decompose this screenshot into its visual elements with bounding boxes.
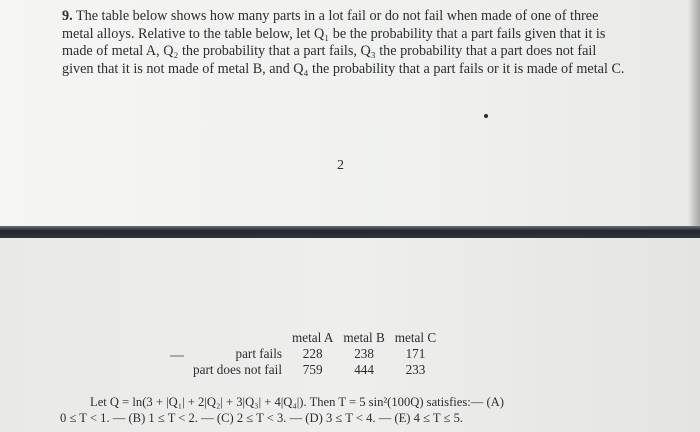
table-cell: 759 [302,362,323,377]
table-cell: 444 [354,362,374,377]
page-number: 2 [337,158,344,173]
problem-statement [62,8,628,78]
question-line: 0 ≤ T < 1. — (B) 1 ≤ T < 2. — (C) 2 ≤ T < 3. — (D) 3 ≤ T < 4. — (E) 4 ≤ T ≤ 5. [60,411,464,425]
row-label: part does not fail [193,362,282,377]
problem-number: 9. [62,8,73,24]
ink-dot [484,114,488,118]
page-gap [0,226,700,238]
table-row [188,362,441,378]
table-cell: 238 [354,346,374,361]
page-shadow [688,0,700,226]
problem-text: The table below shows how many parts in a lot fail or do not fail when made of one of three metal alloys. Relative to the table below, let Q₁ be the probability that a part fails given that it is made of metal A, Q₂ the probability that a part fails, Q₃ the probability that a part does not fail given that it is not made of metal B, and Q₄ the probability that a part fails or it is made of metal C. [62,8,625,77]
table-cell: 228 [302,346,323,361]
table-row [188,346,441,362]
row-label: part fails [235,346,282,361]
column-header: metal A [292,330,334,345]
table-header-row [188,330,441,346]
question-line: Let Q = ln(3 + |Q₁| + 2|Q₂| + 3|Q₃| + 4|Q₄|). Then T = 5 sin²(100Q) satisfies:— (A) [90,395,504,409]
column-header: metal B [343,330,385,345]
column-header: metal C [394,330,437,345]
table-cell: 233 [405,362,426,377]
table-cell: 171 [405,346,426,361]
table-corner [188,330,287,346]
data-table [188,330,441,378]
question-text [60,394,620,426]
pencil-mark [170,355,184,357]
